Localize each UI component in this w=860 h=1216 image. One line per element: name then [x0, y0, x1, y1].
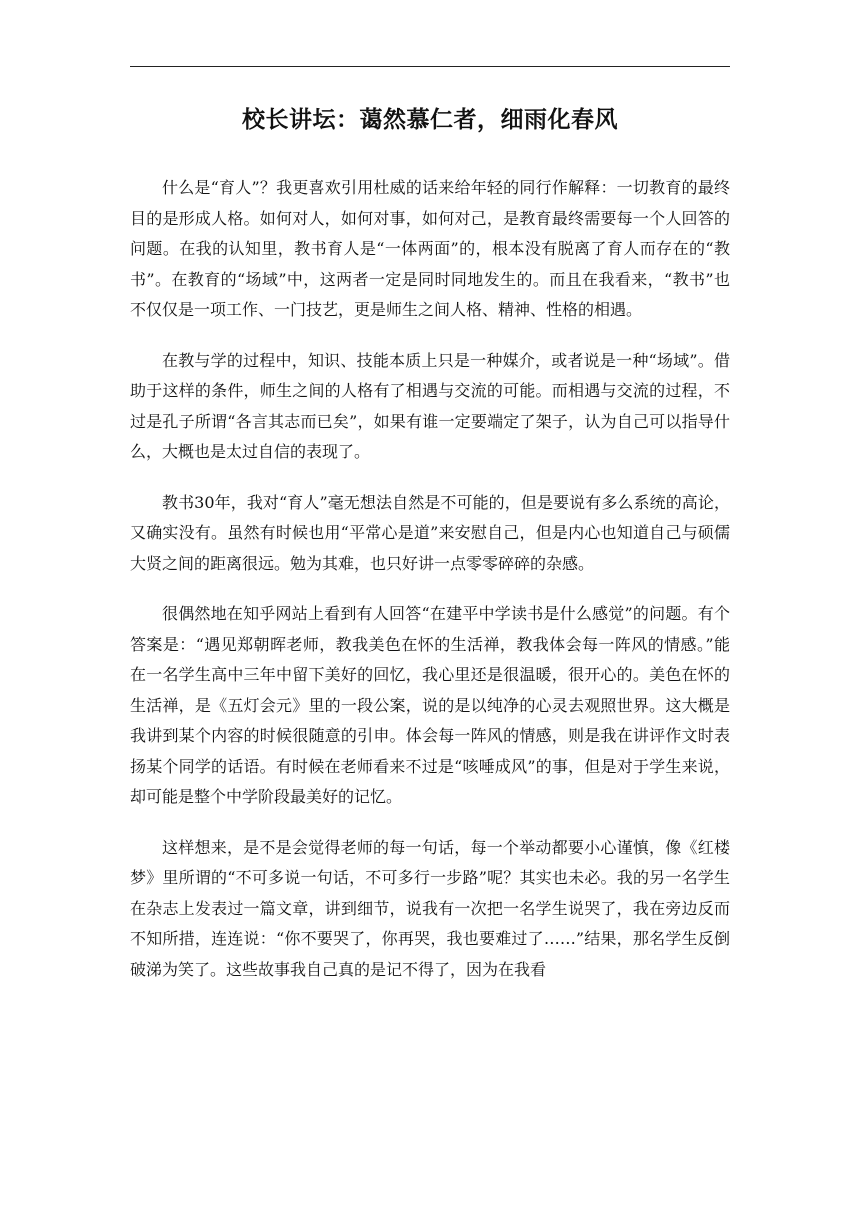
paragraph-5: 这样想来，是不是会觉得老师的每一句话，每一个举动都要小心谨慎，像《红楼梦》里所谓的“不可多说一句话，不可多行一步路”呢？其实也未必。我的另一名学生在杂志上发表过一篇文章，讲到细节，说我有一次把一名学生说哭了，我在旁边反而不知所措，连连说：“你不要哭了，你再哭，我也要难过了……”结果，那名学生反倒破涕为笑了。这些故事我自己真的是记不得了，因为在我看 — [130, 837, 730, 979]
paragraph-2: 在教与学的过程中，知识、技能本质上只是一种媒介，或者说是一种“场域”。借助于这样的条件，师生之间的人格有了相遇与交流的可能。而相遇与交流的过程，不过是孔子所谓“各言其志而已矣”，如果有谁一定要端定了架子，认为自己可以指导什么，大概也是太过自信的表现了。 — [130, 350, 730, 461]
header-rule — [130, 66, 730, 67]
paragraph-4: 很偶然地在知乎网站上看到有人回答“在建平中学读书是什么感觉”的问题。有个答案是：“遇见郑朝晖老师，教我美色在怀的生活禅，教我体会每一阵风的情感。”能在一名学生高中三年中留下美好的回忆，我心里还是很温暖，很开心的。美色在怀的生活禅，是《五灯会元》里的一段公案，说的是以纯净的心灵去观照世界。这大概是我讲到某个内容的时候很随意的引申。体会每一阵风的情感，则是我在讲评作文时表扬某个同学的话语。有时候在老师看来不过是“咳唾成风”的事，但是对于学生来说，却可能是整个中学阶段最美好的记忆。 — [130, 604, 730, 806]
paragraph-3: 教书30年，我对“育人”毫无想法自然是不可能的，但是要说有多么系统的高论，又确实没有。虽然有时候也用“平常心是道”来安慰自己，但是内心也知道自己与硕儒大贤之间的距离很远。勉为其难，也只好讲一点零零碎碎的杂感。 — [130, 492, 730, 573]
paragraph-1: 什么是“育人”？我更喜欢引用杜威的话来给年轻的同行作解释：一切教育的最终目的是形成人格。如何对人，如何对事，如何对己，是教育最终需要每一个人回答的问题。在我的认知里，教书育人是“一体两面”的，根本没有脱离了育人而存在的“教书”。在教育的“场域”中，这两者一定是同时同地发生的。而且在我看来，“教书”也不仅仅是一项工作、一门技艺，更是师生之间人格、精神、性格的相遇。 — [130, 178, 730, 319]
page-title: 校长讲坛：蔼然慕仁者，细雨化春风 — [242, 107, 618, 133]
article-body — [130, 173, 730, 1005]
